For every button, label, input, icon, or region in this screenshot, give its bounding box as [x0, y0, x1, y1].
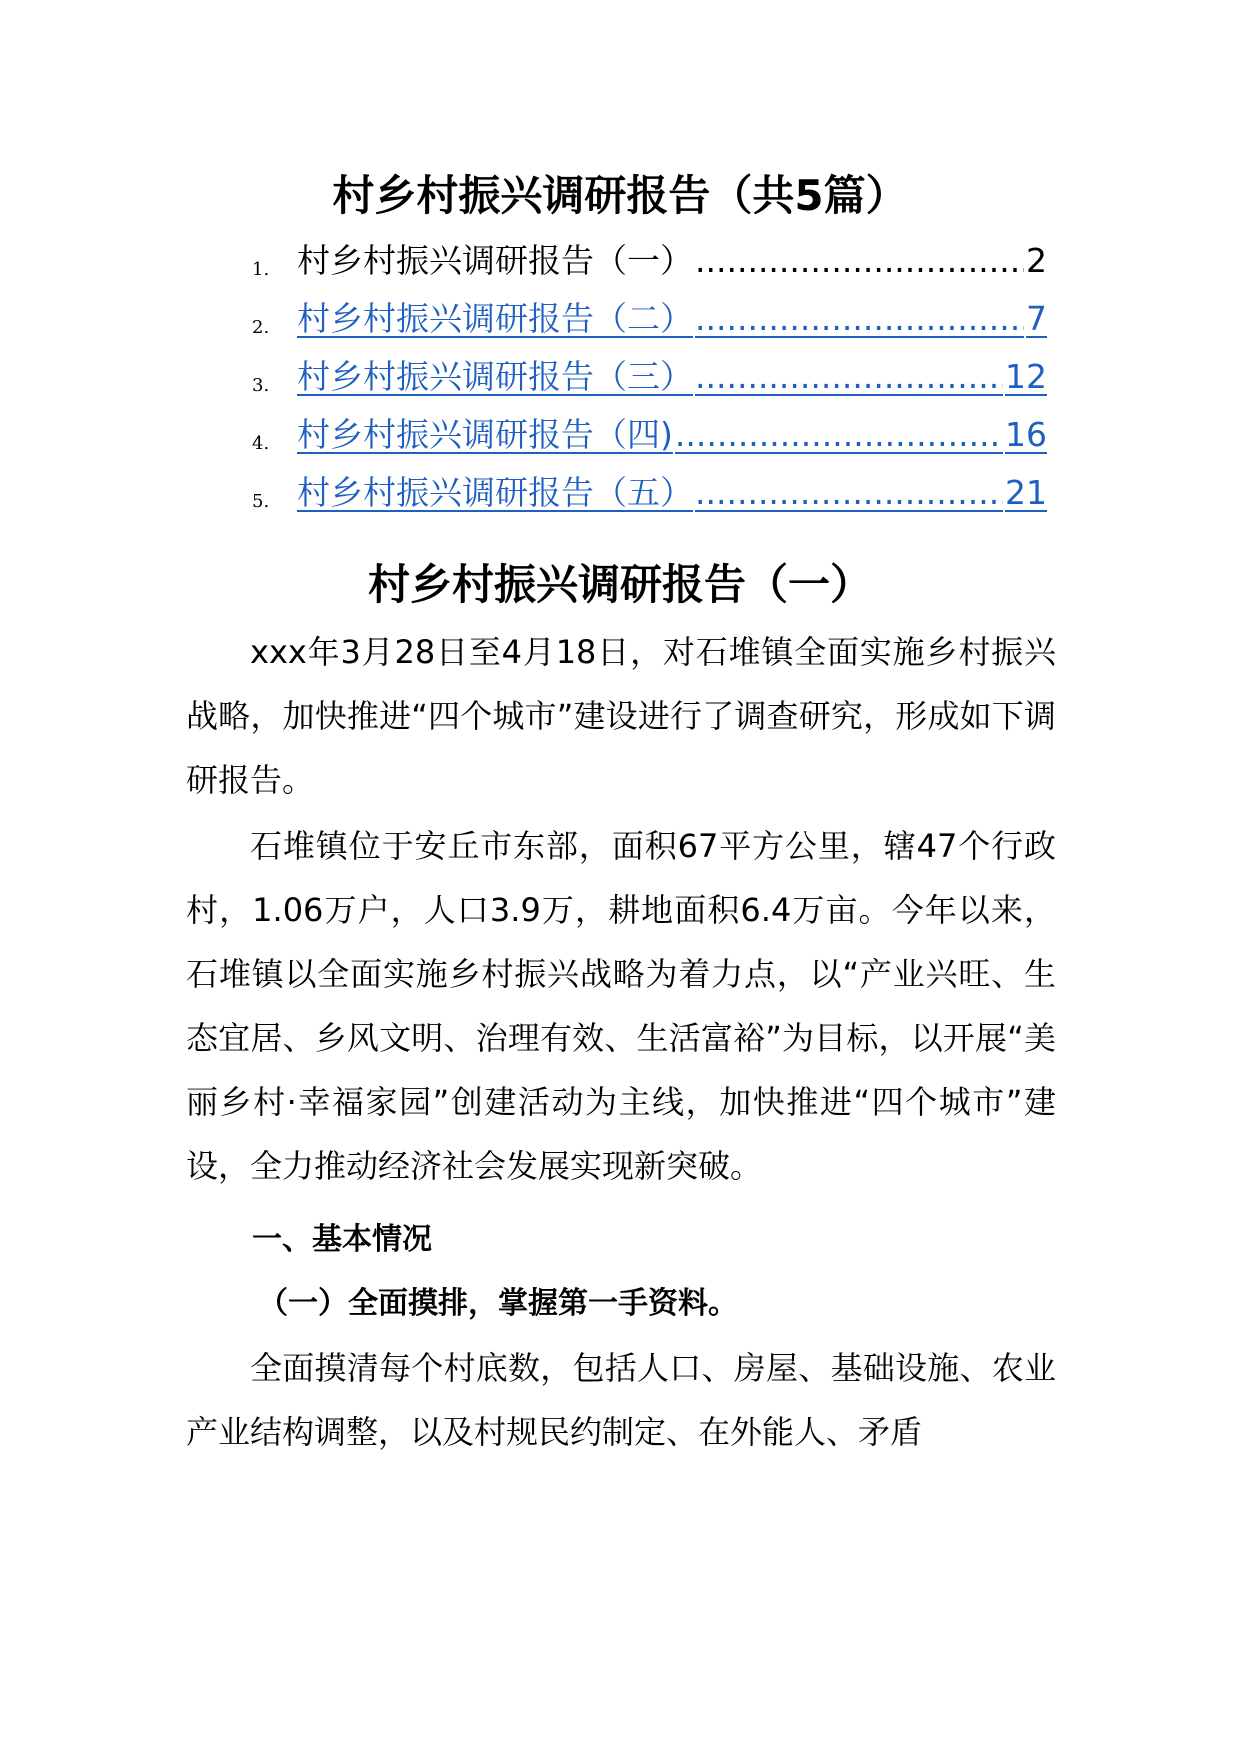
document-title: 村乡村振兴调研报告（共5篇） — [332, 171, 908, 220]
paragraph-survey: 全面摸清每个村底数，包括人口、房屋、基础设施、农业产业结构调整，以及村规民约制定、在外能人、矛盾 — [186, 1349, 1056, 1451]
toc-entry-1[interactable] — [0, 236, 1240, 286]
toc-label: 村乡村振兴调研报告（一） — [297, 241, 693, 280]
toc-dot-leader — [695, 352, 1003, 402]
toc-entry-5[interactable] — [0, 468, 1240, 518]
toc-page-number: 12 — [1005, 357, 1047, 396]
toc-page-number: 2 — [1026, 241, 1047, 280]
toc-number: 2. — [252, 317, 270, 338]
toc-dot-leader — [695, 236, 1024, 286]
toc-page-number: 21 — [1005, 473, 1047, 512]
paragraph-overview: 石堆镇位于安丘市东部，面积67平方公里，辖47个行政村，1.06万户，人口3.9万，耕地面积6.4万亩。今年以来，石堆镇以全面实施乡村振兴战略为着力点，以“产业兴旺、生态宜居、乡风文明、治理有效、生活富裕”为目标，以开展“美丽乡村·幸福家园”创建活动为主线，加快推进“四个城市”建设，全力推动经济社会发展实现新突破。 — [186, 827, 1056, 1185]
toc-page-number: 16 — [1005, 415, 1047, 454]
toc-link[interactable] — [297, 352, 1047, 402]
toc-label: 村乡村振兴调研报告（五） — [297, 473, 693, 512]
toc-number: 5. — [252, 491, 270, 512]
toc-link[interactable] — [297, 410, 1047, 460]
toc-dot-leader — [695, 468, 1003, 518]
section-title: 村乡村振兴调研报告（一） — [367, 560, 872, 609]
toc-label: 村乡村振兴调研报告（二） — [297, 299, 693, 338]
toc-dot-leader — [675, 410, 1003, 460]
toc-entry-4[interactable] — [0, 410, 1240, 460]
toc-link[interactable] — [297, 236, 1047, 286]
toc-number: 1. — [252, 259, 270, 280]
paragraph-intro: xxx年3月28日至4月18日，对石堆镇全面实施乡村振兴战略，加快推进“四个城市”建设进行了调查研究，形成如下调研报告。 — [186, 633, 1056, 799]
toc-page-number: 7 — [1026, 299, 1047, 338]
toc-number: 4. — [252, 433, 270, 454]
toc-label: 村乡村振兴调研报告（三） — [297, 357, 693, 396]
toc-dot-leader — [695, 294, 1024, 344]
document-body — [186, 620, 1056, 1464]
heading-basic-situation: 一、基本情况 — [252, 1222, 432, 1257]
toc-entry-2[interactable] — [0, 294, 1240, 344]
toc-entry-3[interactable] — [0, 352, 1240, 402]
toc-link[interactable] — [297, 294, 1047, 344]
toc-label: 村乡村振兴调研报告（四) — [297, 415, 673, 454]
toc-number: 3. — [252, 375, 270, 396]
subheading-survey: （一）全面摸排，掌握第一手资料。 — [258, 1286, 738, 1321]
toc-link[interactable] — [297, 468, 1047, 518]
